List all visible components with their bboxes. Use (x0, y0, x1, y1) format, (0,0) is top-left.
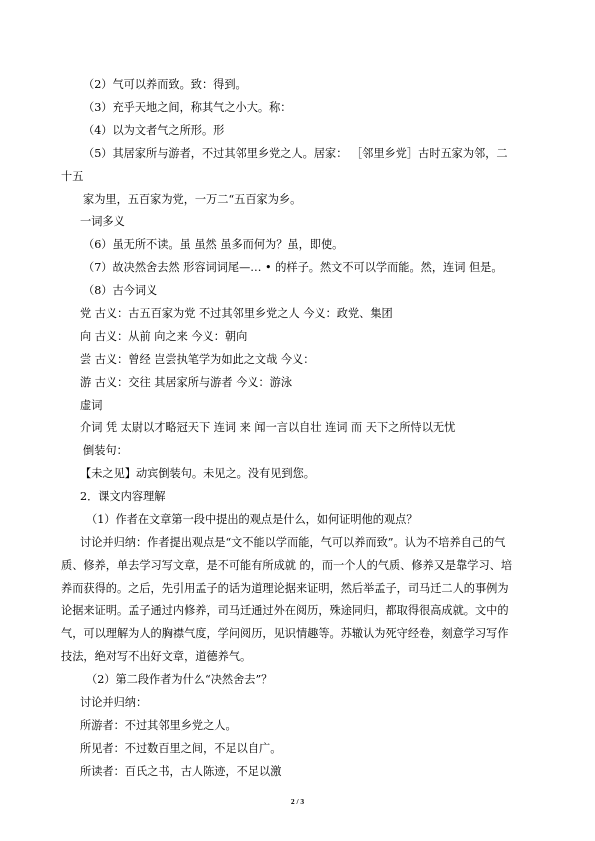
text-line: 介词 凭 太尉以才略冠天下 连词 来 闻一言以自壮 连词 而 天下之所恃以无忧 (80, 421, 456, 434)
text-line: 尝 古义：曾经 岂尝执笔学为如此之文哉 今义： (80, 353, 315, 366)
paragraph-line: 论据来证明。孟子通过内修养，司马迁通过外在阅历，殊途同归，都取得很高成就。文中的 (61, 604, 509, 617)
text-line: 所见者：不过数百里之间，不足以自广。 (80, 742, 282, 755)
text-line: 家为里，五百家为党，一万二“五百家为乡。 (83, 193, 302, 206)
paragraph-line: 技法，绝对写不出好文章，道德养气。 (61, 650, 252, 663)
text-line: （5）其居家所与游者，不过其邻里乡党之人。居家： ［邻里乡党］古时五家为邻，二 (83, 147, 508, 160)
text-line: （4）以为文者气之所形。形 (83, 124, 225, 137)
text-line: 党 古义：古五百家为党 不过其邻里乡党之人 今义：政党、集团 (80, 307, 393, 320)
text-line: （8）古今词义 (83, 284, 158, 297)
text-line: （6）虽无所不读。虽 虽然 虽多而何为？虽，即使。 (83, 238, 344, 251)
paragraph-line: 质、修养，单去学习写文章，是不可能有所成就 的，而一个人的气质、修养又是靠学习、培 (61, 559, 513, 572)
text-line: （2）气可以养而致。致：得到。 (83, 78, 247, 91)
text-line: 【未之见】动宾倒装句。未见之。没有见到您。 (80, 467, 315, 480)
text-line: 讨论并归纳： (80, 696, 148, 709)
paragraph-line: 气，可以理解为人的胸襟气度，学问阅历，见识情趣等。苏辙认为死守经卷，刻意学习写作 (61, 627, 509, 640)
page-number: 2 / 3 (290, 797, 305, 806)
section-heading: 倒装句： (83, 444, 128, 457)
paragraph-line: 讨论并归纳：作者提出观点是“文不能以学而能，气可以养而致”。认为不培养自己的气 (80, 536, 506, 549)
section-heading: 一词多义 (80, 215, 125, 228)
section-heading: 虚词 (80, 399, 103, 412)
paragraph-line: 养而获得的。之后，先引用孟子的话为道理论据来证明，然后举孟子，司马迁二人的事例为 (61, 582, 509, 595)
section-heading: 2．课文内容理解 (80, 490, 166, 503)
text-line: 所读者：百氏之书，古人陈迹，不足以激 (80, 765, 282, 778)
text-line: （1）作者在文章第一段中提出的观点是什么，如何证明他的观点？ (86, 513, 418, 526)
text-line: （7）故决然舍去然 形容词词尾—… • 的样子。然文不可以学而能。然，连词 但是。 (83, 261, 503, 274)
text-line: （2）第二段作者为什么“决然舍去”？ (86, 673, 273, 686)
text-line: 所游者：不过其邻里乡党之人。 (80, 719, 237, 732)
text-line: 十五 (61, 170, 84, 183)
text-line: （3）充乎天地之间，称其气之小大。称： (83, 101, 292, 114)
text-line: 向 古义：从前 向之来 今义：朝向 (80, 330, 248, 343)
text-line: 游 古义：交往 其居家所与游者 今义：游泳 (80, 376, 293, 389)
